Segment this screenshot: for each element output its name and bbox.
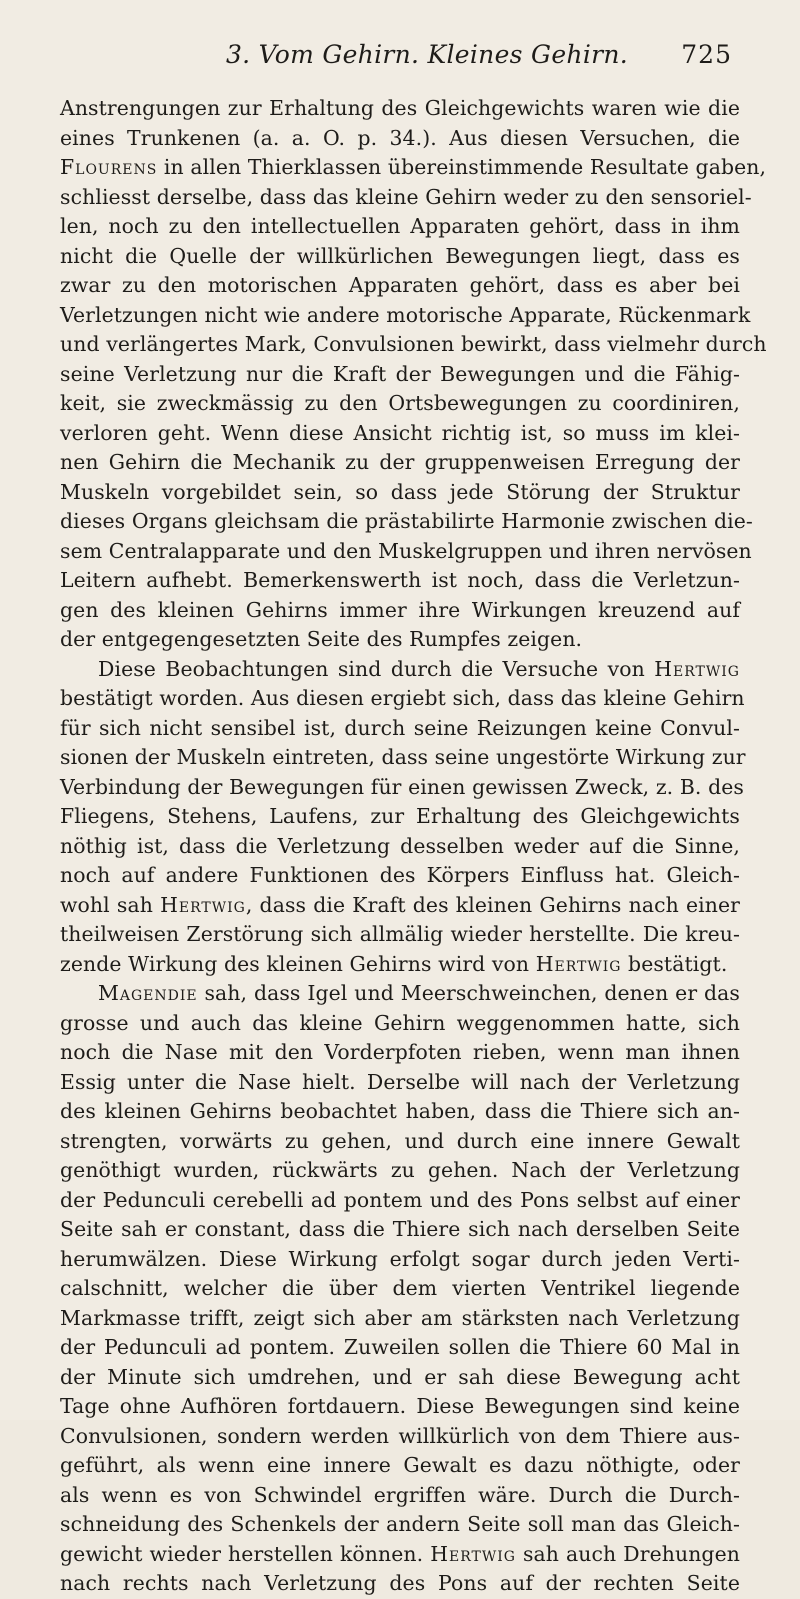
author-name: Hertwig xyxy=(535,951,622,976)
text-line: genöthigt wurden, rückwärts zu gehen. Nach der Verletzung xyxy=(60,1158,740,1182)
text-line: des kleinen Gehirns beobachtet haben, dass die Thiere sich an- xyxy=(60,1099,740,1123)
text-line: Verletzungen nicht wie andere motorische Apparate, Rückenmark xyxy=(60,302,751,327)
text-line: strengten, vorwärts zu gehen, und durch eine innere Gewalt xyxy=(60,1128,740,1153)
page-number: 725 xyxy=(681,40,732,69)
text-segment: Diese Beobachtungen sind durch die Versuche von xyxy=(98,656,655,681)
text-line: len, noch zu den intellectuellen Apparaten gehört, dass in ihm xyxy=(60,214,740,238)
text-line: sem Centralapparate und den Muskelgruppen und ihren nervösen xyxy=(60,538,752,563)
text-line: Leitern aufhebt. Bemerkenswerth ist noch, dass die Verletzun- xyxy=(60,568,740,592)
text-line: Essig unter die Nase hielt. Derselbe will nach der Verletzung xyxy=(60,1069,740,1094)
author-name: Magendie xyxy=(98,981,198,1005)
text-line: für sich nicht sensibel ist, durch seine Reizungen keine Convul- xyxy=(60,715,740,740)
text-line: als wenn es von Schwindel ergriffen wäre. Durch die Durch- xyxy=(60,1482,740,1507)
text-line: schliesst derselbe, dass das kleine Gehirn weder zu den sensoriel- xyxy=(60,184,752,209)
text-line: grosse und auch das kleine Gehirn weggenommen hatte, sich xyxy=(60,1010,740,1035)
text-line: nach rechts nach Verletzung des Pons auf der rechten Seite xyxy=(60,1571,740,1595)
running-header xyxy=(60,40,732,80)
text-segment: sah, dass Igel und Meerschweinchen, denen er das xyxy=(197,981,740,1005)
text-line: theilweisen Zerstörung sich allmälig wieder herstellte. Die kreu- xyxy=(60,922,740,946)
text-segment: zende Wirkung des kleinen Gehirns wird von xyxy=(60,951,536,976)
text-line: Muskeln vorgebildet sein, so dass jede Störung der Struktur xyxy=(60,479,740,504)
text-line: zwar zu den motorischen Apparaten gehört, dass es aber bei xyxy=(60,273,740,297)
text-line: schneidung des Schenkels der andern Seite soll man das Gleich- xyxy=(60,1512,740,1536)
text-segment: bestätigt. xyxy=(621,951,728,976)
text-segment: sah auch Drehungen xyxy=(515,1541,740,1566)
text-line: nöthig ist, dass die Verletzung desselben weder auf die Sinne, xyxy=(60,833,740,858)
text-line: bestätigt worden. Aus diesen ergiebt sich, dass das kleine Gehirn xyxy=(60,686,745,710)
text-line: nen Gehirn die Mechanik zu der gruppenweisen Erregung der xyxy=(60,450,740,474)
text-line: seine Verletzung nur die Kraft der Bewegungen und die Fähig- xyxy=(60,361,740,386)
text-line: geführt, als wenn eine innere Gewalt es dazu nöthigte, oder xyxy=(60,1453,740,1477)
text-line: der entgegengesetzten Seite des Rumpfes zeigen. xyxy=(60,627,583,651)
author-name: Hertwig xyxy=(654,656,740,681)
text-line: noch auf andere Funktionen des Körpers Einfluss hat. Gleich- xyxy=(60,863,740,887)
text-line: der Minute sich umdrehen, und er sah diese Bewegung acht xyxy=(60,1364,740,1389)
author-name: Hertwig xyxy=(160,892,246,917)
author-name: Hertwig xyxy=(430,1541,516,1566)
text-segment: wohl sah xyxy=(60,892,161,917)
text-line xyxy=(60,153,767,183)
text-line xyxy=(60,655,740,685)
text-line xyxy=(60,979,740,1009)
text-line xyxy=(60,950,740,980)
text-line: herumwälzen. Diese Wirkung erfolgt sogar durch jeden Verti- xyxy=(60,1246,740,1271)
text-line: eines Trunkenen (a. a. O. p. 34.). Aus diesen Versuchen, die xyxy=(60,125,740,150)
text-line: noch die Nase mit den Vorderpfoten rieben, wenn man ihnen xyxy=(60,1040,740,1064)
text-line: calschnitt, welcher die über dem vierten Ventrikel liegende xyxy=(60,1276,740,1300)
text-line: verloren geht. Wenn diese Ansicht richtig ist, so muss im klei- xyxy=(60,420,740,445)
text-line: der Pedunculi ad pontem. Zuweilen sollen die Thiere 60 Mal in xyxy=(60,1335,740,1359)
text-line: und verlängertes Mark, Convulsionen bewirkt, dass vielmehr durch xyxy=(60,332,767,356)
text-line: Markmasse trifft, zeigt sich aber am stärksten nach Verletzung xyxy=(60,1305,740,1330)
text-line: dieses Organs gleichsam die prästabilirte Harmonie zwischen die- xyxy=(60,509,753,533)
text-segment: , dass die Kraft des kleinen Gehirns nach einer xyxy=(245,892,740,917)
text-line: keit, sie zweckmässig zu den Ortsbewegungen zu coordiniren, xyxy=(60,391,740,415)
text-line: Seite sah er constant, dass die Thiere sich nach derselben Seite xyxy=(60,1217,740,1241)
text-line: Tage ohne Aufhören fortdauern. Diese Bewegungen sind keine xyxy=(60,1394,740,1418)
text-line xyxy=(60,891,740,921)
section-title: 3. Vom Gehirn. Kleines Gehirn. xyxy=(225,40,629,69)
text-segment: gewicht wieder herstellen können. xyxy=(60,1541,431,1566)
text-line: gen des kleinen Gehirns immer ihre Wirkungen kreuzend auf xyxy=(60,597,740,622)
text-line: Fliegens, Stehens, Laufens, zur Erhaltung des Gleichgewichts xyxy=(60,804,740,828)
text-line: Convulsionen, sondern werden willkürlich von dem Thiere aus- xyxy=(60,1423,740,1448)
text-line: nicht die Quelle der willkürlichen Bewegungen liegt, dass es xyxy=(60,243,740,268)
text-line: Verbindung der Bewegungen für einen gewissen Zweck, z. B. des xyxy=(60,774,744,799)
text-line: Anstrengungen zur Erhaltung des Gleichgewichts waren wie die xyxy=(60,96,740,120)
text-line xyxy=(60,1540,740,1570)
text-line: der Pedunculi cerebelli ad pontem und des Pons selbst auf einer xyxy=(60,1187,740,1212)
body-text xyxy=(60,94,767,1599)
author-name: Flourens xyxy=(60,155,158,179)
text-line: sionen der Muskeln eintreten, dass seine ungestörte Wirkung zur xyxy=(60,745,746,769)
text-segment: in allen Thierklassen übereinstimmende Resultate gaben, xyxy=(157,155,767,179)
